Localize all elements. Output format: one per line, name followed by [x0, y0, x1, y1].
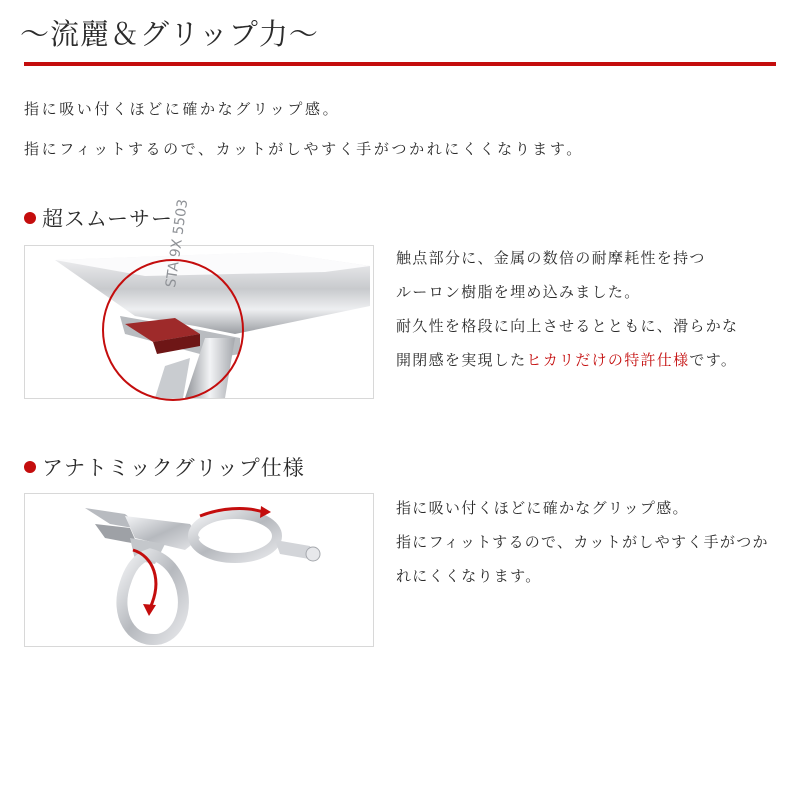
- section-heading-text: アナトミックグリップ仕様: [42, 456, 305, 480]
- desc-text: 開閉感を実現した: [396, 351, 527, 369]
- intro-line-1: 指に吸い付くほどに確かなグリップ感。: [24, 100, 341, 118]
- desc-line: 耐久性を格段に向上させるとともに、滑らかな: [396, 317, 739, 335]
- desc-line: 指にフィットするので、カットがしやすく手がつか: [396, 533, 769, 551]
- section-heading-smoother: [24, 203, 173, 233]
- desc-line: 指に吸い付くほどに確かなグリップ感。: [396, 499, 689, 517]
- desc-line: 触点部分に、金属の数倍の耐摩耗性を持つ: [396, 249, 706, 267]
- desc-line-4: [396, 343, 738, 377]
- desc-line: ルーロン樹脂を埋め込みました。: [396, 283, 641, 301]
- title-divider: [24, 62, 776, 66]
- anatomic-grip-image: [24, 493, 374, 647]
- smoother-description: [396, 241, 738, 377]
- bullet-dot-icon: [24, 212, 36, 224]
- page-title: ～流麗＆グリップ力～: [20, 17, 319, 51]
- section-heading-text: 超スムーサー: [42, 207, 173, 231]
- bullet-dot-icon: [24, 461, 36, 473]
- desc-line: れにくくなります。: [396, 567, 542, 585]
- engraving-text: STA 9X 5503: [163, 198, 192, 289]
- intro-line-2: 指にフィットするので、カットがしやすく手がつかれにくくなります。: [24, 140, 584, 158]
- section-heading-anatomic: [24, 452, 305, 482]
- desc-text: です。: [689, 351, 738, 369]
- anatomic-description: [396, 491, 769, 593]
- patent-highlight: ヒカリだけの特許仕様: [526, 351, 690, 369]
